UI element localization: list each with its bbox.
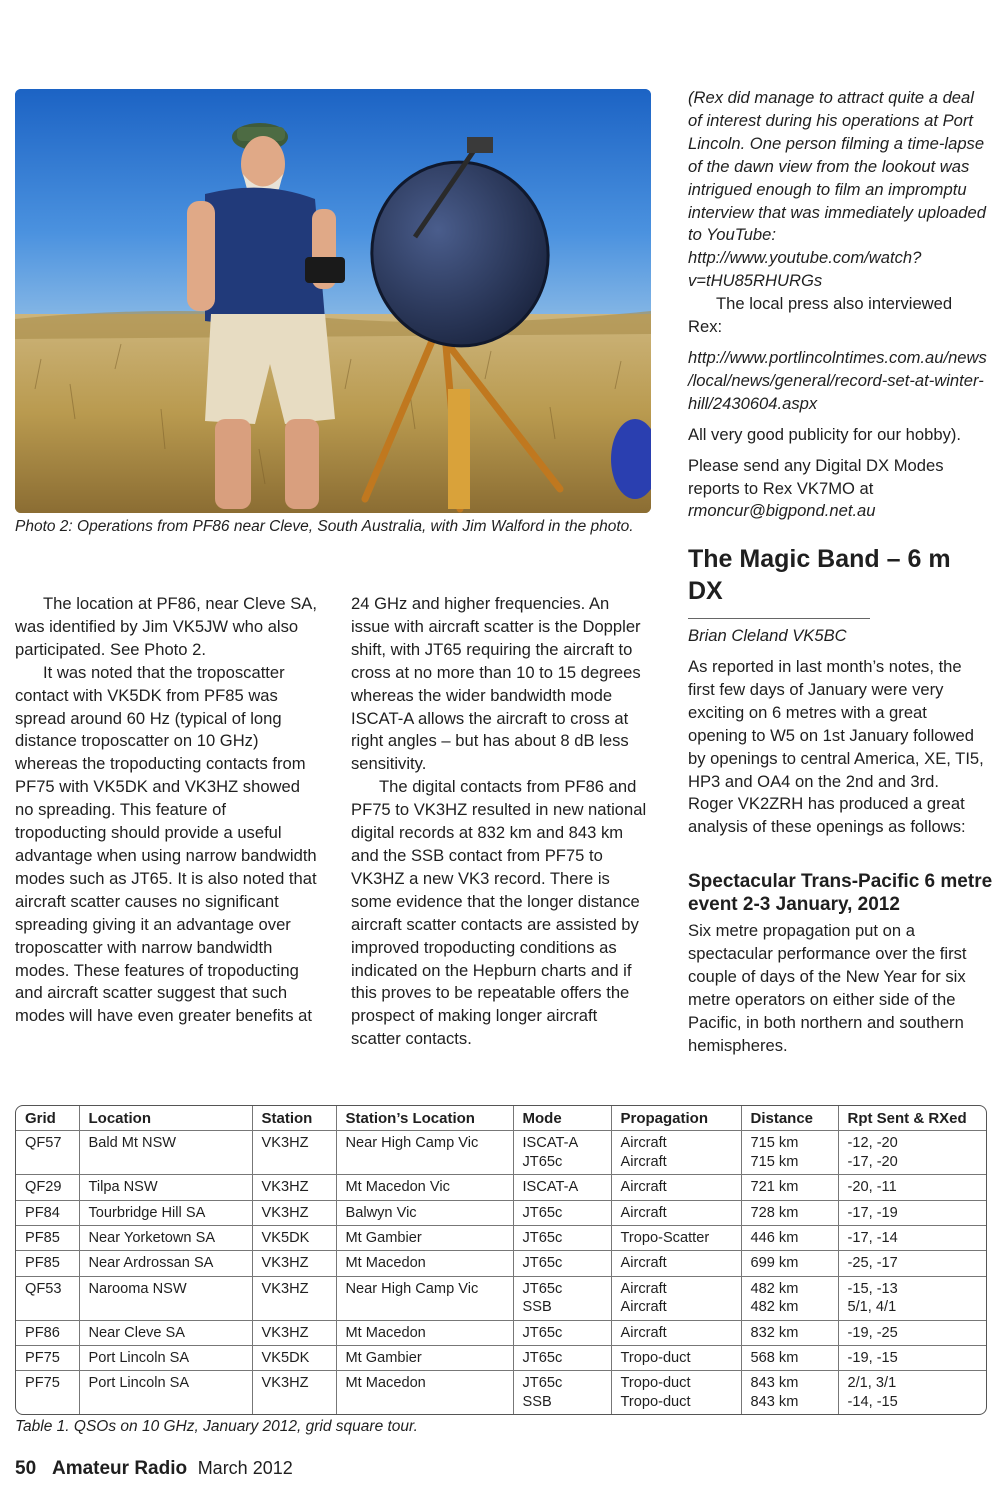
press-link[interactable]: http://www.portlincolntimes.com.au/news/local/news/general/record-set-at-winter-hill/2430604.aspx [688, 347, 987, 413]
table-cell: 568 km [741, 1346, 838, 1371]
table-cell: 832 km [741, 1320, 838, 1345]
table-cell: Balwyn Vic [336, 1200, 513, 1225]
column-header: Location [79, 1106, 252, 1131]
paragraph: It was noted that the troposcatter contact with VK5DK from PF85 was spread around 60 Hz (typical of long distance troposcatter on 10 GHz) whereas the tropoducting contacts from PF75 with VK5DK and VK3HZ showed no spreading. This feature of tropoducting should provide a useful advantage when using narrow bandwidth modes such as JT65. It is also noted that aircraft scatter causes no significant spreading giving it an advantage over troposcatter with narrow bandwidth modes. These features of tropoducting and aircraft scatter suggest that such modes will have even greater benefits at [15, 662, 317, 1026]
table-cell: PF75 [25, 1375, 60, 1392]
qso-table [15, 1105, 987, 1415]
column-header: Rpt Sent & RXed [838, 1106, 986, 1131]
table-cell: PF84 [16, 1200, 79, 1225]
press-note: The local press also interviewed Rex: [688, 294, 953, 337]
table-cell: 446 km [741, 1226, 838, 1251]
table-cell: -17, -14 [838, 1226, 986, 1251]
table-cell: Aircraft [611, 1175, 741, 1200]
table-cell: Near Ardrossan SA [79, 1251, 252, 1276]
table-cell: JT65c [513, 1251, 611, 1276]
table-cell: Mt Gambier [336, 1226, 513, 1251]
table-cell: VK3HZ [252, 1320, 336, 1345]
column-header: Mode [513, 1106, 611, 1131]
intro-paragraph: As reported in last month’s notes, the first few days of January were very exciting on 6 metres with a great opening to W5 on 1st January followed by openings to central America, XE, TI5, HP3 and OA4 on the 2nd and 3rd. Roger VK2ZRH has produced a great analysis of these openings as follows: [688, 657, 984, 837]
table-cell: VK5DK [252, 1226, 336, 1251]
send-reports [688, 455, 988, 524]
table-row [16, 1175, 986, 1200]
table-cell: 721 km [741, 1175, 838, 1200]
table-cell: Tropo-duct Tropo-duct [611, 1371, 741, 1414]
table-cell: 2/1, 3/1 -14, -15 [838, 1371, 986, 1414]
section-heading: The Magic Band – 6 m DX [688, 545, 951, 605]
table-cell: Bald Mt NSW [79, 1131, 252, 1175]
table-cell: Aircraft Aircraft [611, 1131, 741, 1175]
email-link[interactable]: rmoncur@bigpond.net.au [688, 501, 876, 521]
table-cell: Near High Camp Vic [336, 1276, 513, 1320]
paragraph: The location at PF86, near Cleve SA, was identified by Jim VK5JW who also participated. See Photo 2. [15, 594, 317, 659]
author-byline: Brian Cleland VK5BC [688, 626, 847, 645]
column-header: Propagation [611, 1106, 741, 1131]
table-cell: -25, -17 [838, 1251, 986, 1276]
table-row [16, 1346, 986, 1371]
table-cell: QF57 [16, 1131, 79, 1175]
table-cell: Aircraft Aircraft [611, 1276, 741, 1320]
table-row [16, 1276, 986, 1320]
table-cell: -15, -13 5/1, 4/1 [838, 1276, 986, 1320]
table-cell: Mt Macedon Vic [336, 1175, 513, 1200]
table-cell: Mt Gambier [336, 1346, 513, 1371]
table-cell: Aircraft [611, 1200, 741, 1225]
table-cell: VK3HZ [252, 1276, 336, 1320]
table-cell: VK3HZ [252, 1200, 336, 1225]
page-number: 50 [15, 1458, 37, 1479]
table-cell: 715 km 715 km [741, 1131, 838, 1175]
table-cell: VK3HZ [252, 1131, 336, 1175]
table-cell: Mt Macedon [336, 1371, 513, 1414]
table-cell: VK3HZ [252, 1251, 336, 1276]
table-row [16, 1251, 986, 1276]
table-cell: -20, -11 [838, 1175, 986, 1200]
table-cell: 728 km [741, 1200, 838, 1225]
table-row [16, 1226, 986, 1251]
rex-note: (Rex did manage to attract quite a deal of interest during his operations at Port Lincoln. One person filming a time-lapse of the dawn view from the lookout was intrigued enough to film an impromptu interview that was immediately uploaded to YouTube: http://www.youtube.com/watch?v=tHU85RHURGs [688, 88, 986, 291]
send-reports-text: Please send any Digital DX Modes reports to Rex VK7MO at [688, 455, 944, 498]
table-cell: Port Lincoln SA [79, 1346, 252, 1371]
subheading: Spectacular Trans-Pacific 6 metre event 2-3 January, 2012 [688, 871, 993, 915]
table-cell: Tropo-duct [611, 1346, 741, 1371]
table-cell: -17, -19 [838, 1200, 986, 1225]
photo [15, 89, 651, 513]
table-cell: Aircraft [611, 1320, 741, 1345]
table-cell: JT65c [513, 1320, 611, 1345]
table-cell: PF75 [16, 1346, 79, 1371]
table-cell: -19, -25 [838, 1320, 986, 1345]
table-cell: VK3HZ [252, 1175, 336, 1200]
table-cell: Mt Macedon [336, 1251, 513, 1276]
table-cell: Narooma NSW [79, 1276, 252, 1320]
table-cell: 482 km 482 km [741, 1276, 838, 1320]
column-header: Station [252, 1106, 336, 1131]
middle-column [351, 593, 651, 1051]
table-cell: QF29 [16, 1175, 79, 1200]
table-cell: 699 km [741, 1251, 838, 1276]
publicity-note: All very good publicity for our hobby). [688, 424, 962, 444]
table-cell: Mt Macedon [336, 1320, 513, 1345]
table-header-row [16, 1106, 986, 1131]
table-body [16, 1131, 986, 1414]
table-cell: Near Cleve SA [79, 1320, 252, 1345]
table-cell: JT65c [513, 1226, 611, 1251]
column-header: Station’s Location [336, 1106, 513, 1131]
left-column [15, 593, 317, 1028]
table-caption: Table 1. QSOs on 10 GHz, January 2012, grid square tour. [15, 1418, 418, 1435]
table-cell: VK3HZ [252, 1371, 336, 1414]
table-row [16, 1320, 986, 1345]
table-cell: QF53 [16, 1276, 79, 1320]
table-cell: JT65c SSB [513, 1276, 611, 1320]
table-cell: -12, -20 -17, -20 [838, 1131, 986, 1175]
table-cell: ISCAT-A [513, 1175, 611, 1200]
column-header: Grid [16, 1106, 79, 1131]
table-cell: PF85 [16, 1226, 79, 1251]
table-row [16, 1371, 986, 1414]
table-cell: PF86 [16, 1320, 79, 1345]
table-cell: Near High Camp Vic [336, 1131, 513, 1175]
table-cell: Aircraft [611, 1251, 741, 1276]
table-row [16, 1200, 986, 1225]
table-cell: Tourbridge Hill SA [79, 1200, 252, 1225]
table-cell: JT65c [513, 1346, 611, 1371]
issue-date: March 2012 [197, 1458, 293, 1478]
table-cell: JT65c [513, 1200, 611, 1225]
right-column [688, 87, 988, 523]
photo-caption: Photo 2: Operations from PF86 near Cleve, South Australia, with Jim Walford in the photo. [15, 518, 634, 535]
magazine-name: Amateur Radio [51, 1458, 188, 1479]
page-footer [15, 1458, 293, 1480]
table-cell: -19, -15 [838, 1346, 986, 1371]
table-row [16, 1131, 986, 1175]
column-header: Distance [741, 1106, 838, 1131]
table-cell: 843 km 843 km [741, 1371, 838, 1414]
table-cell: Near Yorketown SA [79, 1226, 252, 1251]
sub-paragraph: Six metre propagation put on a spectacular performance over the first couple of days of the New Year for six metre operators on either side of the Pacific, in both northern and southern hemispheres. [688, 921, 967, 1055]
table-cell: Port Lincoln SA [79, 1371, 252, 1414]
table-cell: PF85 [16, 1251, 79, 1276]
paragraph: 24 GHz and higher frequencies. An issue with aircraft scatter is the Doppler shift, with JT65 requiring the aircraft to cross at no more than 10 to 15 degrees whereas the wider bandwidth mode ISCAT-A allows the aircraft to cross at right angles – but has about 8 dB less sensitivity. [351, 594, 641, 774]
divider [688, 618, 870, 619]
table-cell: VK5DK [252, 1346, 336, 1371]
table-cell: JT65c SSB [513, 1371, 611, 1414]
paragraph: The digital contacts from PF86 and PF75 to VK3HZ resulted in new national digital records at 832 km and 843 km and the SSB contact from PF75 to VK3HZ a new VK3 record. There is some evidence that the longer distance aircraft scatter contacts are assisted by improved tropoducting conditions as indicated on the Hepburn charts and if this proves to be repeatable offers the prospect of making longer aircraft scatter contacts. [351, 777, 647, 1049]
table-cell: Tilpa NSW [79, 1175, 252, 1200]
table-cell: ISCAT-A JT65c [513, 1131, 611, 1175]
table-cell: Tropo-Scatter [611, 1226, 741, 1251]
photo-illustration [15, 89, 651, 513]
